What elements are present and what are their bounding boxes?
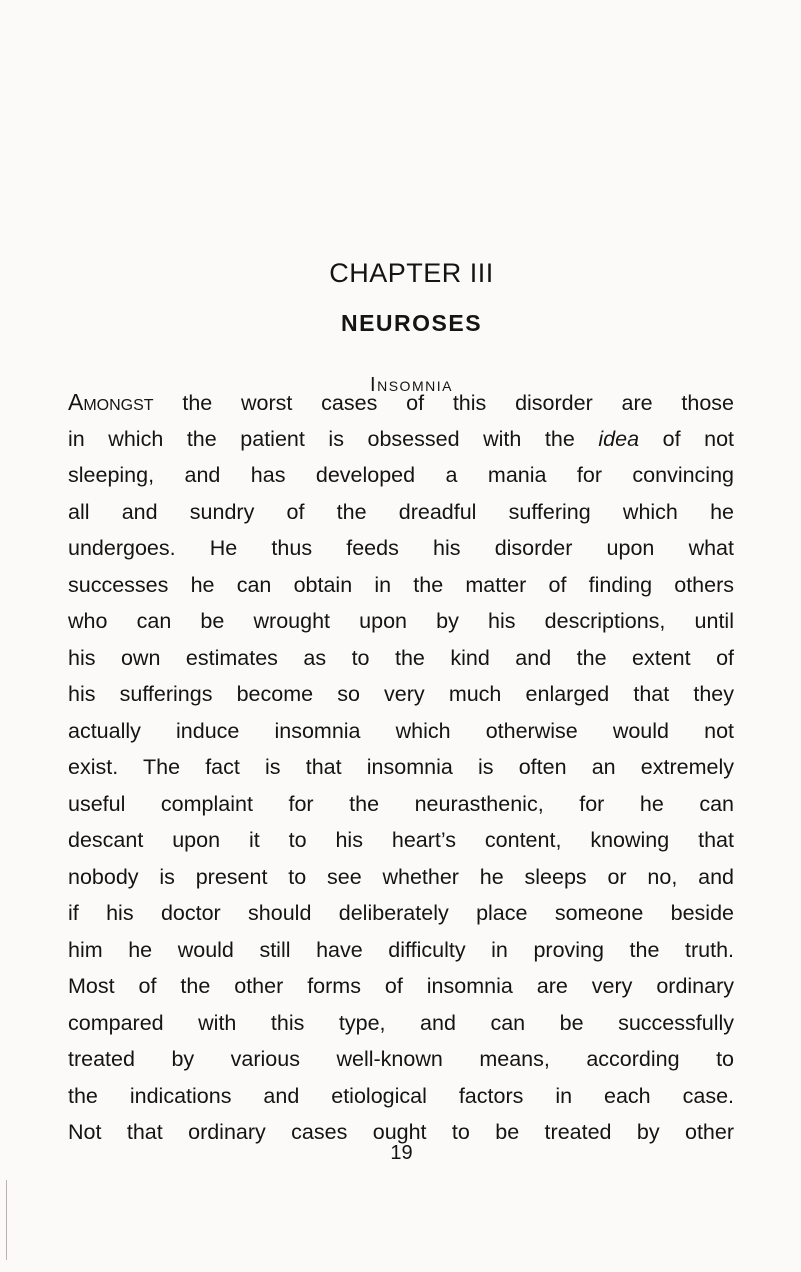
text-line: all and sundry of the dreadful suffering which he [68,499,734,524]
text-line: actually induce insomnia which otherwise would not [68,718,734,743]
text-line: undergoes. He thus feeds his disorder upon what [68,536,734,560]
text-line: the indications and etiological factors in each case. [68,1083,734,1108]
text-line: him he would still have difficulty in proving the truth. [68,937,734,962]
text-line: exist. The fact is that insomnia is often an extremely [68,755,734,779]
chapter-title: NEUROSES [340,310,483,336]
text-line: his own estimates as to the kind and the extent of [68,645,734,670]
text-line: Most of the other forms of insomnia are very ordinary [68,974,734,998]
text-line: Not that ordinary cases ought to be treated by other [68,1120,734,1144]
text-line: compared with this type, and can be successfully [68,1010,734,1035]
text-line: treated by various well-known means, according to [68,1047,734,1071]
text-line: in which the patient is obsessed with the idea of not [68,426,735,451]
text-line: descant upon it to his heart’s content, knowing that [68,828,734,852]
section-heading: Insomnia [370,374,453,396]
lead-word: Amongst [68,389,154,415]
text-line: successes he can obtain in the matter of finding others [68,572,734,597]
emphasized-word: idea [598,426,640,451]
text-line: his sufferings become so very much enlarged that they [68,682,734,706]
text-line: if his doctor should deliberately place someone beside [68,901,734,925]
text-line: useful complaint for the neurasthenic, for he can [68,791,734,816]
text-line: sleeping, and has developed a mania for convincing [68,463,734,487]
page-number: 19 [390,1142,413,1164]
page-edge-divider [6,1180,7,1260]
text-line: nobody is present to see whether he sleeps or no, and [68,864,734,889]
text-line: who can be wrought upon by his descriptions, until [68,609,734,633]
text-line: Amongst the worst cases of this disorder are those [68,389,734,415]
body-paragraph [68,384,734,1151]
chapter-heading: CHAPTER III [329,258,494,288]
